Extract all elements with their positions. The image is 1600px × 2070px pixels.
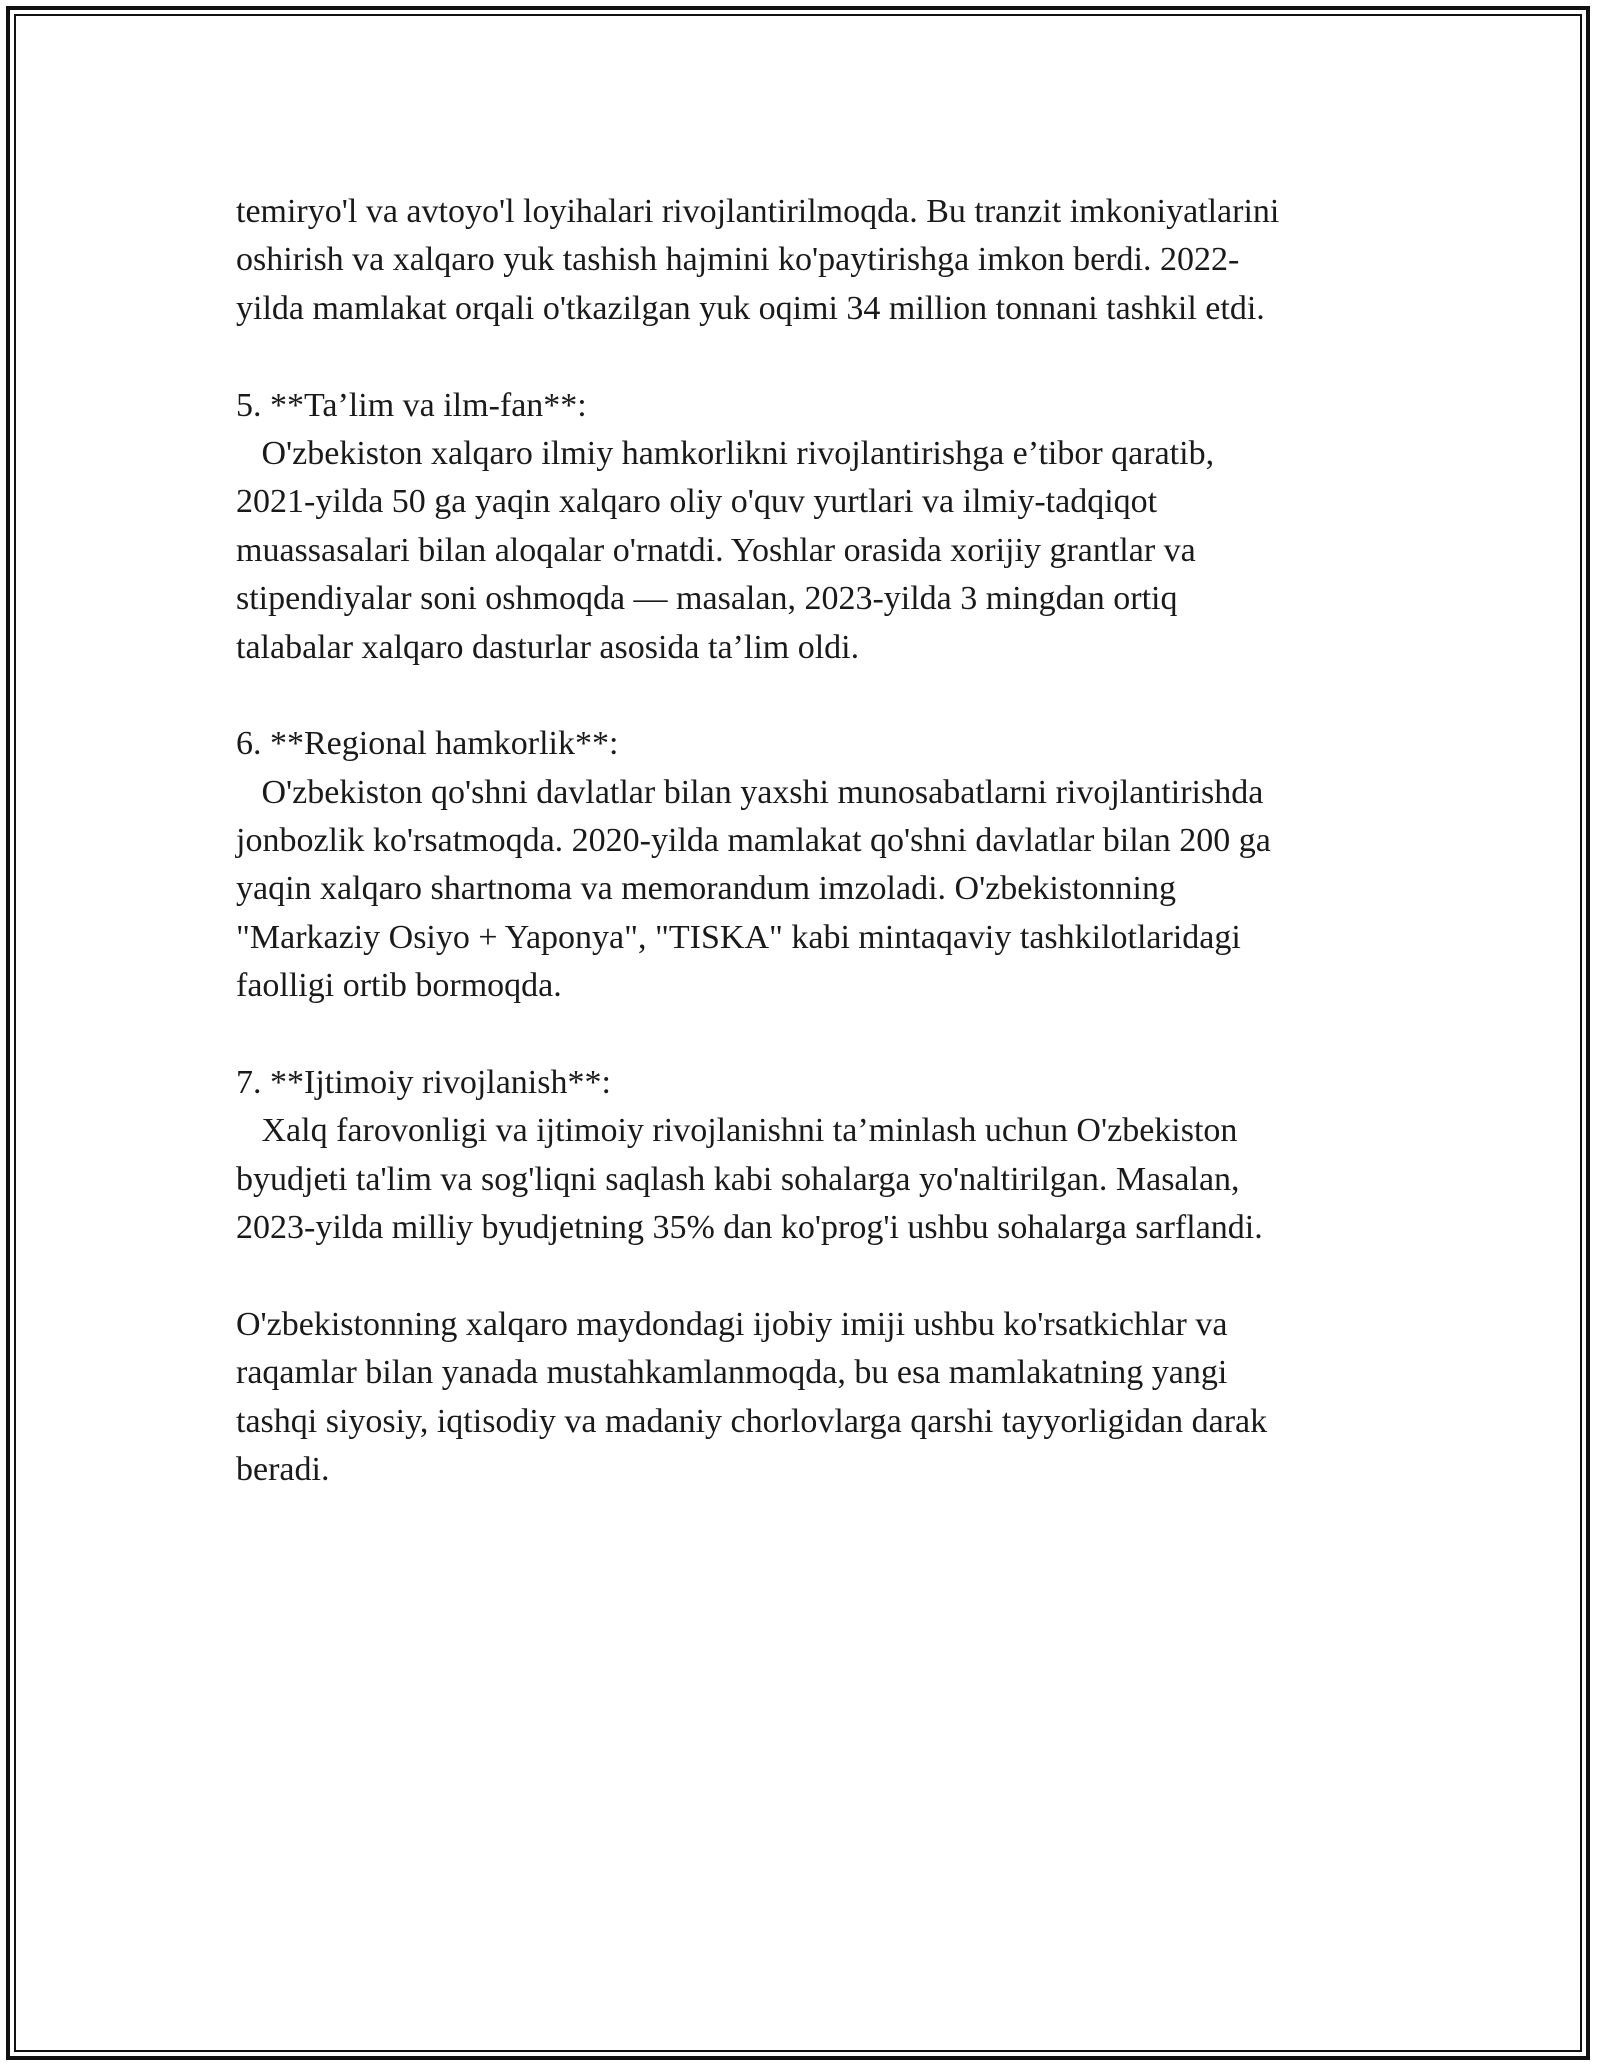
text-line: O'zbekiston qo'shni davlatlar bilan yaxshi munosabatlarni rivojlantirishda (236, 773, 1264, 811)
text-line: byudjeti ta'lim va sog'liqni saqlash kabi sohalarga yo'naltirilgan. Masalan, (236, 1160, 1240, 1198)
text-line: raqamlar bilan yanada mustahkamlanmoqda, bu esa mamlakatning yangi (236, 1354, 1228, 1392)
text-line: talabalar xalqaro dasturlar asosida ta’lim oldi. (236, 628, 860, 666)
section-social-development (236, 1059, 1366, 1253)
text-line: jonbozlik ko'rsatmoqda. 2020-yilda mamlakat qo'shni davlatlar bilan 200 ga (236, 822, 1271, 860)
text-line: beradi. (236, 1451, 330, 1489)
text-line: temiryo'l va avtoyo'l loyihalari rivojlantirilmoqda. Bu tranzit imkoniyatlarini (236, 193, 1280, 230)
paragraph-spacer (236, 672, 1366, 720)
text-line: 2021-yilda 50 ga yaqin xalqaro oliy o'quv yurtlari va ilmiy-tadqiqot (236, 483, 1158, 521)
intro-paragraph (236, 188, 1366, 333)
text-line: tashqi siyosiy, iqtisodiy va madaniy chorlovlarga qarshi tayyorligidan darak (236, 1402, 1268, 1440)
text-line: stipendiyalar soni oshmoqda — masalan, 2023-yilda 3 mingdan ortiq (236, 580, 1178, 618)
text-line: 2023-yilda milliy byudjetning 35% dan ko'prog'i ushbu sohalarga sarflandi. (236, 1209, 1263, 1247)
document-body (236, 188, 1366, 1495)
text-line: yilda mamlakat orqali o'tkazilgan yuk oqimi 34 million tonnani tashkil etdi. (236, 289, 1265, 327)
section-regional-cooperation (236, 720, 1366, 1010)
paragraph-spacer (236, 1011, 1366, 1059)
text-line: faolligi ortib bormoqda. (236, 967, 562, 1005)
paragraph-spacer (236, 1253, 1366, 1301)
text-line: O'zbekiston xalqaro ilmiy hamkorlikni rivojlantirishga e’tibor qaratib, (236, 434, 1215, 472)
section-heading: 5. **Ta’lim va ilm-fan**: (236, 386, 587, 424)
text-line: oshirish va xalqaro yuk tashish hajmini ko'paytirishga imkon berdi. 2022- (236, 241, 1240, 279)
conclusion-paragraph (236, 1301, 1366, 1495)
section-education (236, 382, 1366, 672)
section-heading: 7. **Ijtimoiy rivojlanish**: (236, 1064, 611, 1102)
text-line: yaqin xalqaro shartnoma va memorandum imzoladi. O'zbekistonning (236, 870, 1176, 908)
text-line: "Markaziy Osiyo + Yaponya", "TISKA" kabi mintaqaviy tashkilotlaridagi (236, 918, 1241, 956)
section-heading: 6. **Regional hamkorlik**: (236, 725, 619, 763)
text-line: Xalq farovonligi va ijtimoiy rivojlanishni ta’minlash uchun O'zbekiston (236, 1112, 1238, 1150)
text-line: muassasalari bilan aloqalar o'rnatdi. Yoshlar orasida xorijiy grantlar va (236, 531, 1196, 569)
text-line: O'zbekistonning xalqaro maydondagi ijobiy imiji ushbu ko'rsatkichlar va (236, 1305, 1228, 1343)
paragraph-spacer (236, 333, 1366, 381)
